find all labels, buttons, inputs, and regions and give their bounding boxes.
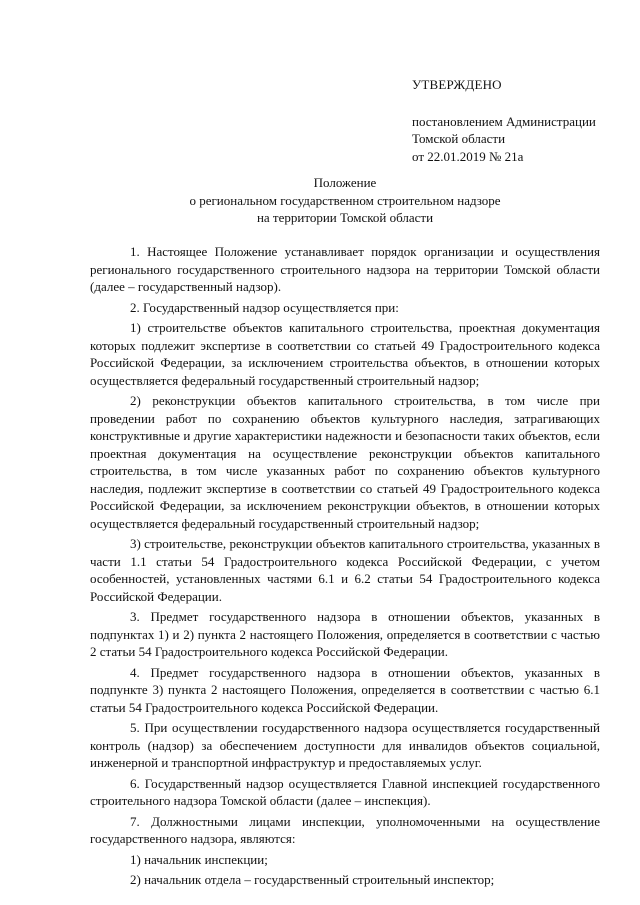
paragraph-1: 1. Настоящее Положение устанавливает порядок организации и осуществления регионального государственного строительного надзора на территории Томской области (далее – государственный надзор).: [90, 244, 600, 294]
approval-stamp: [412, 76, 622, 165]
paragraph-2: 2. Государственный надзор осуществляется при:: [130, 299, 399, 315]
document-heading: [90, 174, 600, 227]
paragraph-2-item-2: 2) реконструкции объектов капитального строительства, в том числе при проведении работ по сохранению объектов культурного наследия, затрагивающих конструктивные и другие характеристики надежности и безопасности таких объектов, если проектная документация на осуществление реконструкции объектов капитального строительства, в том числе указанных работ по сохранению объектов культурного наследия, подлежит экспертизе в соответствии со статьей 49 Градостроительного кодекса Российской Федерации, за исключением реконструкции объектов, в отношении которых осуществляется федеральный государственный строительный надзор;: [90, 393, 600, 531]
heading-line-2: о региональном государственном строительном надзоре: [189, 192, 501, 208]
document-body: [90, 243, 600, 892]
paragraph-6: 6. Государственный надзор осуществляется Главной инспекцией государственного строительного надзора Томской области (далее – инспекция).: [90, 775, 600, 808]
paragraph-4: 4. Предмет государственного надзора в отношении объектов, указанных в подпункте 3) пункта 2 настоящего Положения, определяется в соответствии с частью 6.1 статьи 54 Градостроительного кодекса Российской Федерации.: [90, 664, 600, 715]
paragraph-3: 3. Предмет государственного надзора в отношении объектов, указанных в подпунктах 1) и 2) пункта 2 настоящего Положения, определяется в соответствии с частью 2 статьи 54 Градостроительного кодекса Российской Федерации.: [90, 609, 600, 659]
paragraph-7: 7. Должностными лицами инспекции, уполномоченными на осуществление государственного надзора, являются:: [90, 813, 600, 846]
approval-date-line: от 22.01.2019 № 21а: [412, 148, 524, 164]
heading-line-3: на территории Томской области: [256, 210, 434, 225]
paragraph-7-item-1: 1) начальник инспекции;: [130, 851, 268, 867]
paragraph-2-item-1: 1) строительстве объектов капитального строительства, проектная документация которых подлежит экспертизе в соответствии со статьей 49 Градостроительного кодекса Российской Федерации, за исключением строительства объектов, в отношении которых осуществляется федеральный государственный строительный надзор;: [90, 320, 600, 388]
paragraph-7-item-2: 2) начальник отдела – государственный строительный инспектор;: [130, 872, 495, 887]
approval-line-2: Томской области: [412, 131, 506, 146]
paragraph-5: 5. При осуществлении государственного надзора осуществляется государственный контроль (надзор) за обеспечением доступности для инвалидов объектов социальной, инженерной и транспортной инфраструктур и предоставляемых услуг.: [90, 720, 600, 770]
paragraph-2-item-3: 3) строительстве, реконструкции объектов капитального строительства, указанных в части 1.1 статьи 54 Градостроительного кодекса Российской Федерации, с учетом особенностей, установленных частями 6.1 и 6.2 статьи 54 Градостроительного кодекса Российской Федерации.: [90, 536, 600, 604]
heading-line-1: Положение: [313, 175, 377, 190]
approval-title: УТВЕРЖДЕНО: [412, 77, 502, 92]
approval-line-1: постановлением Администрации: [412, 113, 596, 129]
